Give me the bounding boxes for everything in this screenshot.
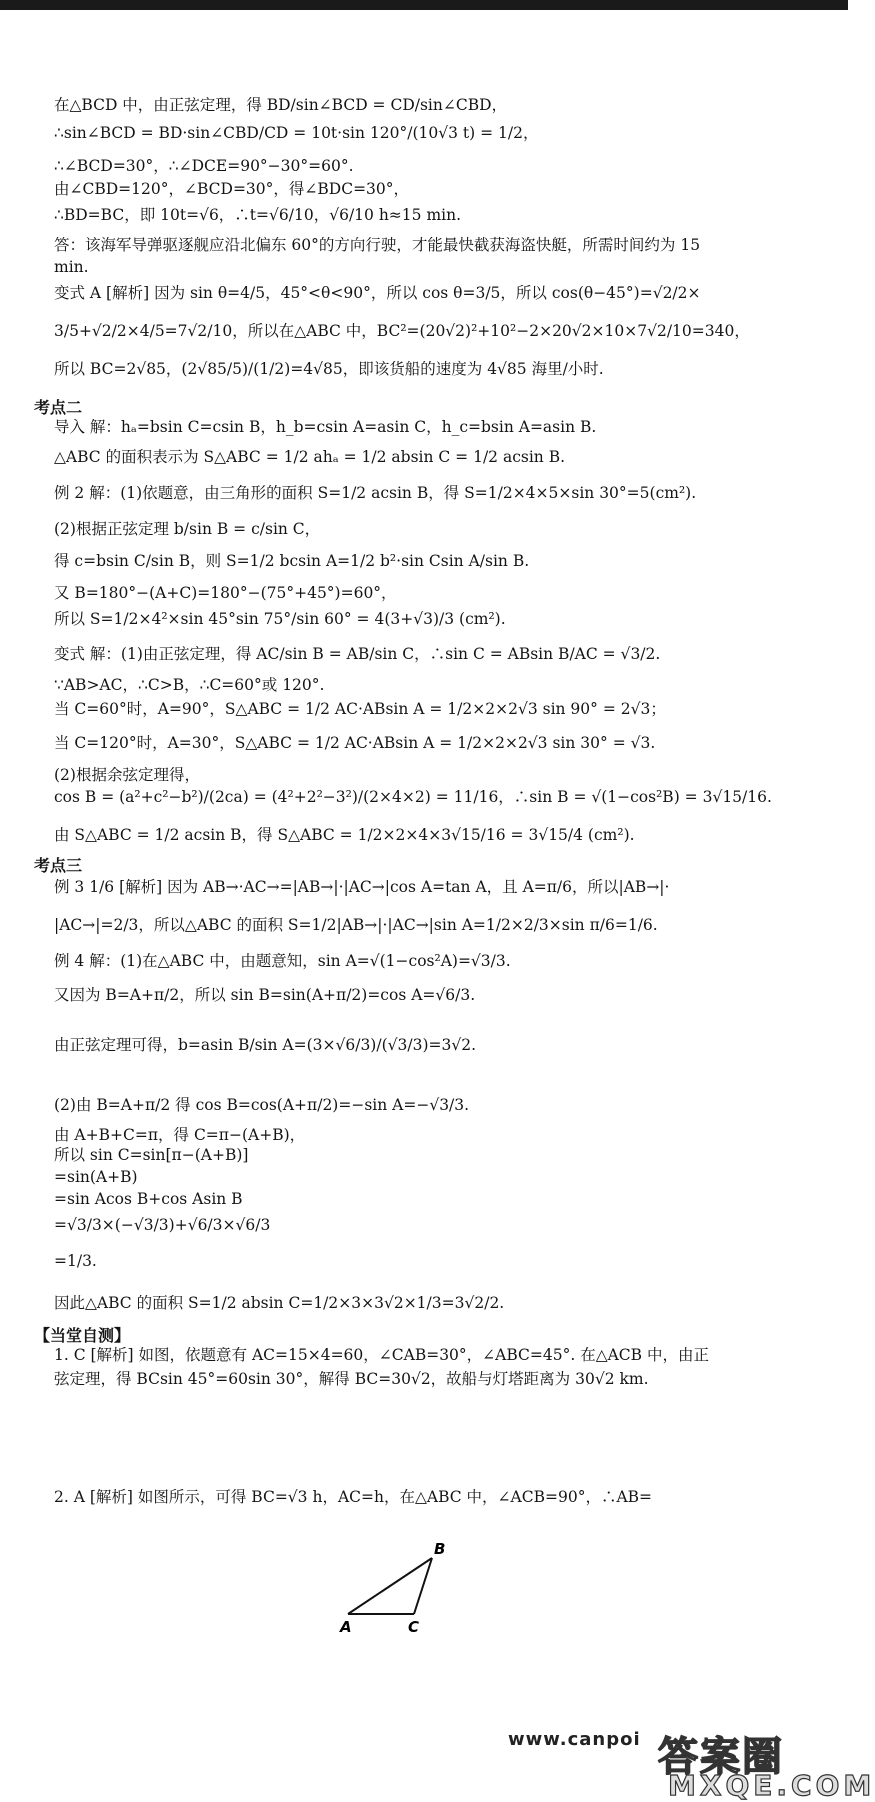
- text-line: ∴BD=BC，即 10t=√6，∴t=√6/10，√6/10 h≈15 min.: [54, 206, 462, 224]
- watermark-brand-en: MXQE.COM: [668, 1769, 875, 1802]
- text-line: =sin(A+B): [54, 1168, 138, 1186]
- watermark-url: www.canpoi: [508, 1729, 641, 1750]
- vertex-label-a: A: [340, 1618, 352, 1636]
- text-line: (2)根据余弦定理得，: [54, 766, 200, 784]
- text-line: 又 B=180°−(A+C)=180°−(75°+45°)=60°，: [54, 584, 397, 602]
- text-line: ∴∠BCD=30°，∴∠DCE=90°−30°=60°.: [54, 157, 354, 175]
- triangle-figure: [340, 1536, 460, 1636]
- watermark-brand-cn: 答案圈: [658, 1734, 784, 1780]
- text-line: cos B = (a²+c²−b²)/(2ca) = (4²+2²−3²)/(2×4×2) = 11/16，∴sin B = √(1−cos²B) = 3√15/16.: [54, 788, 772, 806]
- text-line: 又因为 B=A+π/2，所以 sin B=sin(A+π/2)=cos A=√6/3.: [54, 986, 476, 1004]
- text-line: ∴sin∠BCD = BD·sin∠CBD/CD = 10t·sin 120°/(10√3 t) = 1/2，: [54, 124, 539, 142]
- text-line: 例 3 1/6 [解析] 因为 AB→·AC→=|AB→|·|AC→|cos A=tan A，且 A=π/6，所以|AB→|·: [54, 878, 670, 896]
- text-line: 所以 S=1/2×4²×sin 45°sin 75°/sin 60° = 4(3+√3)/3 (cm²).: [54, 610, 506, 628]
- section-heading: 【当堂自测】: [34, 1326, 131, 1345]
- text-line: 由 S△ABC = 1/2 acsin B，得 S△ABC = 1/2×2×4×3√15/16 = 3√15/4 (cm²).: [54, 826, 635, 844]
- text-line: 导入 解：hₐ=bsin C=csin B，h_b=csin A=asin C，h_c=bsin A=asin B.: [54, 418, 597, 436]
- text-line: 1. C [解析] 如图，依题意有 AC=15×4=60，∠CAB=30°，∠ABC=45°. 在△ACB 中，由正: [54, 1346, 709, 1364]
- section-heading: 考点三: [34, 856, 83, 875]
- text-line: 答：该海军导弹驱逐舰应沿北偏东 60°的方向行驶，才能最快截获海盗快艇，所需时间约为 15: [54, 236, 701, 254]
- text-line: 变式 解：(1)由正弦定理，得 AC/sin B = AB/sin C，∴sin C = ABsin B/AC = √3/2.: [54, 645, 661, 663]
- text-line: 2. A [解析] 如图所示，可得 BC=√3 h，AC=h，在△ABC 中，∠ACB=90°，∴AB=: [54, 1488, 653, 1506]
- text-line: 例 2 解：(1)依题意，由三角形的面积 S=1/2 acsin B，得 S=1/2×4×5×sin 30°=5(cm²).: [54, 484, 697, 502]
- text-line: 当 C=60°时，A=90°，S△ABC = 1/2 AC·ABsin A = 1/2×2×2√3 sin 90° = 2√3；: [54, 700, 666, 718]
- text-line: 由∠CBD=120°，∠BCD=30°，得∠BDC=30°，: [54, 180, 410, 198]
- text-line: 当 C=120°时，A=30°，S△ABC = 1/2 AC·ABsin A = 1/2×2×2√3 sin 30° = √3.: [54, 734, 656, 752]
- text-line: =sin Acos B+cos Asin B: [54, 1190, 243, 1208]
- text-line: ∵AB>AC，∴C>B，∴C=60°或 120°.: [54, 676, 325, 694]
- text-line: (2)根据正弦定理 b/sin B = c/sin C，: [54, 520, 321, 538]
- text-line: =1/3.: [54, 1252, 97, 1270]
- top-scan-edge: [0, 0, 848, 10]
- text-line: 例 4 解：(1)在△ABC 中，由题意知，sin A=√(1−cos²A)=√3/3.: [54, 952, 511, 970]
- text-line: 得 c=bsin C/sin B，则 S=1/2 bcsin A=1/2 b²·sin Csin A/sin B.: [54, 552, 530, 570]
- text-line: 因此△ABC 的面积 S=1/2 absin C=1/2×3×3√2×1/3=3√2/2.: [54, 1294, 505, 1312]
- text-line: =√3/3×(−√3/3)+√6/3×√6/3: [54, 1216, 271, 1234]
- text-line: min.: [54, 258, 89, 276]
- watermark-logo: [508, 1725, 875, 1802]
- text-line: 由 A+B+C=π，得 C=π−(A+B)，: [54, 1126, 306, 1144]
- text-line: 变式 A [解析] 因为 sin θ=4/5，45°<θ<90°，所以 cos θ=3/5，所以 cos(θ−45°)=√2/2×: [54, 284, 701, 302]
- text-line: 3/5+√2/2×4/5=7√2/10，所以在△ABC 中，BC²=(20√2)²+10²−2×20√2×10×7√2/10=340，: [54, 322, 750, 340]
- section-heading: 考点二: [34, 398, 83, 417]
- text-line: 由正弦定理可得，b=asin B/sin A=(3×√6/3)/(√3/3)=3√2.: [54, 1036, 477, 1054]
- text-line: |AC→|=2/3，所以△ABC 的面积 S=1/2|AB→|·|AC→|sin A=1/2×2/3×sin π/6=1/6.: [54, 916, 658, 934]
- text-line: 在△BCD 中，由正弦定理，得 BD/sin∠BCD = CD/sin∠CBD，: [54, 96, 508, 114]
- vertex-label-c: C: [408, 1618, 420, 1636]
- text-line: △ABC 的面积表示为 S△ABC = 1/2 ahₐ = 1/2 absin C = 1/2 acsin B.: [54, 448, 566, 466]
- vertex-label-b: B: [434, 1540, 446, 1558]
- text-line: 所以 BC=2√85，(2√85/5)/(1/2)=4√85，即该货船的速度为 4√85 海里/小时.: [54, 360, 604, 378]
- text-line: (2)由 B=A+π/2 得 cos B=cos(A+π/2)=−sin A=−√3/3.: [54, 1096, 470, 1114]
- text-line: 弦定理，得 BCsin 45°=60sin 30°，解得 BC=30√2，故船与灯塔距离为 30√2 km.: [54, 1370, 649, 1388]
- text-line: 所以 sin C=sin[π−(A+B)]: [54, 1146, 249, 1164]
